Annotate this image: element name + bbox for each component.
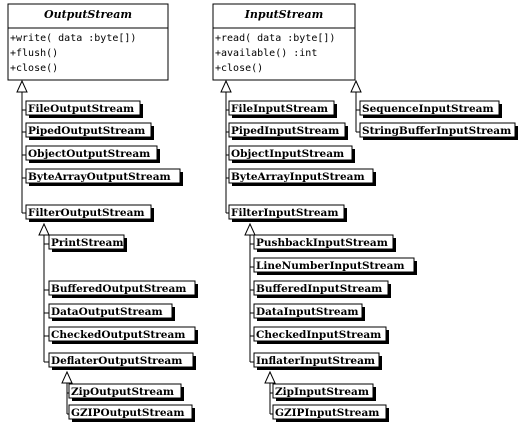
class-node-label: PipedOutputStream xyxy=(28,125,146,137)
class-node xyxy=(69,384,184,401)
class-node xyxy=(360,123,518,140)
class-node xyxy=(360,101,502,118)
class-node xyxy=(229,146,355,163)
class-node-label: BufferedOutputStream xyxy=(51,283,187,295)
class-node xyxy=(49,353,196,370)
class-node-label: PushbackInputStream xyxy=(256,237,388,249)
class-node-label: InflaterInputStream xyxy=(256,355,375,367)
output-stream-title: OutputStream xyxy=(43,8,133,21)
output-op-write: +write( data :byte[]) xyxy=(10,33,137,44)
class-node-label: DataInputStream xyxy=(256,306,359,318)
class-node-label: PrintStream xyxy=(51,237,124,249)
class-node-label: ZipInputStream xyxy=(275,386,369,398)
input-generalization-arrow-right xyxy=(351,81,361,92)
class-node-label: CheckedInputStream xyxy=(256,329,382,341)
filter-output-generalization-arrow xyxy=(39,224,49,235)
input-op-available: +available() :int xyxy=(215,48,318,59)
output-stream-class xyxy=(8,4,168,80)
deflater-generalization-arrow xyxy=(62,372,72,383)
output-subclass-boxes xyxy=(26,101,198,422)
class-node xyxy=(273,405,389,422)
class-node xyxy=(26,101,143,118)
class-node-label: ObjectOutputStream xyxy=(28,148,151,160)
class-node xyxy=(254,327,389,344)
class-node-label: SequenceInputStream xyxy=(362,103,494,115)
class-node xyxy=(254,235,396,252)
inflater-generalization-arrow xyxy=(265,372,275,383)
class-node xyxy=(26,146,160,163)
class-node xyxy=(229,169,376,186)
class-node xyxy=(254,353,382,370)
input-op-close: +close() xyxy=(215,63,264,74)
class-node-label: FileInputStream xyxy=(231,103,329,115)
class-node-label: StringBufferInputStream xyxy=(362,125,512,137)
class-node-label: LineNumberInputStream xyxy=(256,260,405,272)
input-stream-class xyxy=(213,4,355,80)
class-node-label: CheckedOutputStream xyxy=(51,329,186,341)
input-op-read: +read( data :byte[]) xyxy=(215,33,336,44)
class-node xyxy=(26,123,154,140)
output-op-flush: +flush() xyxy=(10,48,59,59)
class-node-label: ByteArrayOutputStream xyxy=(28,171,171,183)
class-node xyxy=(49,304,175,321)
output-op-close: +close() xyxy=(10,63,59,74)
class-node xyxy=(229,123,348,140)
class-node-label: BufferedInputStream xyxy=(256,283,383,295)
class-node xyxy=(254,258,417,275)
class-node xyxy=(49,327,198,344)
filter-output-inheritance-edges xyxy=(39,224,49,362)
class-node-label: GZIPInputStream xyxy=(275,407,380,419)
class-node-label: ByteArrayInputStream xyxy=(231,171,365,183)
input-generalization-arrow xyxy=(221,81,231,92)
class-node-label: FilterOutputStream xyxy=(28,207,145,219)
class-node-label: GZIPOutputStream xyxy=(71,407,185,419)
input-stream-title: InputStream xyxy=(244,8,324,21)
class-node xyxy=(49,281,198,298)
class-node xyxy=(254,281,391,298)
input-subclass-boxes xyxy=(229,101,518,422)
class-node-label: DeflaterOutputStream xyxy=(51,355,183,367)
class-node-label: ObjectInputStream xyxy=(231,148,345,160)
class-node-label: FileOutputStream xyxy=(28,103,135,115)
class-node-label: PipedInputStream xyxy=(231,125,340,137)
class-node-label: ZipOutputStream xyxy=(71,386,175,398)
class-node xyxy=(69,405,195,422)
class-node xyxy=(26,169,183,186)
class-node xyxy=(273,384,376,401)
class-node xyxy=(254,304,365,321)
class-node xyxy=(229,205,347,222)
class-node-label: FilterInputStream xyxy=(231,207,339,219)
class-node xyxy=(49,235,127,252)
class-node xyxy=(26,205,154,222)
class-node xyxy=(229,101,337,118)
class-node-label: DataOutputStream xyxy=(51,306,163,318)
output-generalization-arrow xyxy=(17,81,27,92)
filter-input-generalization-arrow xyxy=(245,224,255,235)
